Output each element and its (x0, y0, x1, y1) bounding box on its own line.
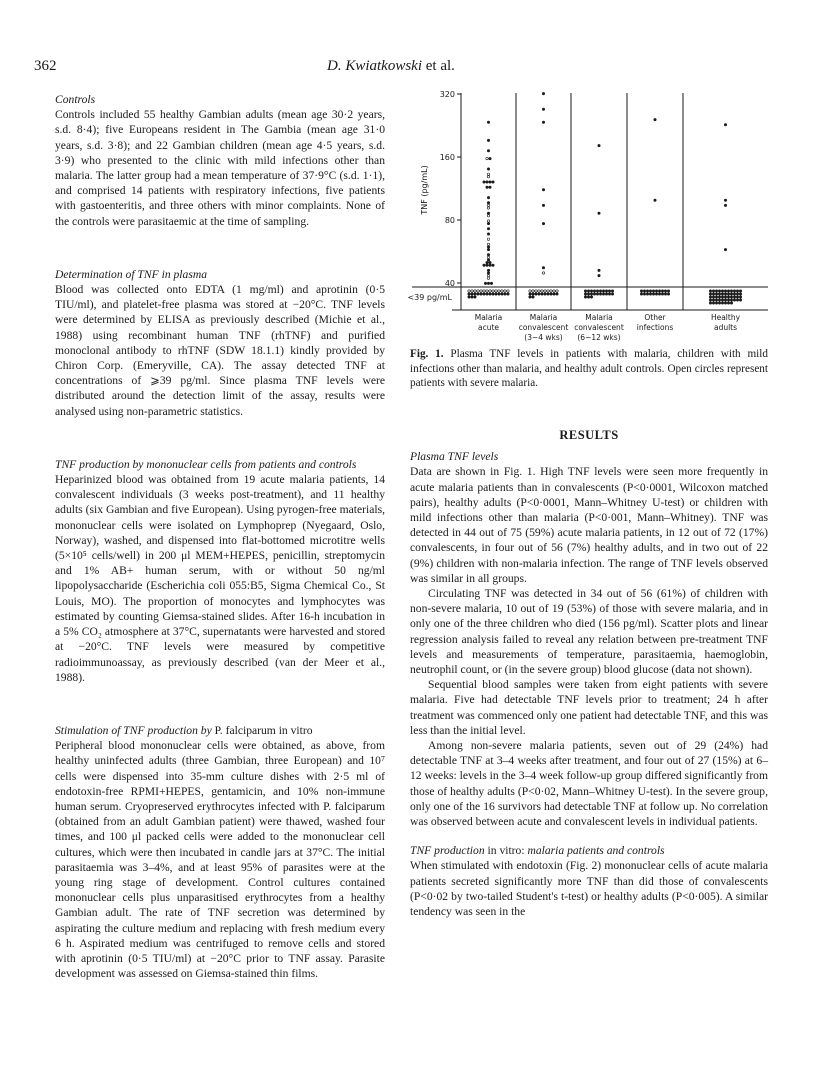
below-threshold-point (553, 293, 555, 295)
filled-data-point (492, 264, 494, 266)
below-threshold-point (667, 293, 669, 295)
below-threshold-point (739, 290, 741, 292)
below-threshold-point (724, 299, 726, 301)
figure-1-caption (410, 347, 768, 391)
below-threshold-point (709, 302, 711, 304)
below-threshold-point (658, 290, 660, 292)
filled-data-point (487, 246, 489, 248)
paragraph-plasma-1: Data are shown in Fig. 1. High TNF levels were seen more frequently in acute malaria patients than in convalescents (P<0·0001, Wilcoxon matched pairs), healthy adults (P<0·0001, Mann–Whitney U-test) or children with mild infections other than malaria (P<0·001, Mann–Whitney). TNF was detected in 44 out of 75 (59%) acute malaria patients, in 12 out of 72 (17%) convalescents, in four out of 56 (7%) healthy adults, and in two out of 22 (9%) children with non-malaria infection. The range of TNF levels observed was similar in all groups. (410, 465, 768, 585)
paragraph-stimulation: Peripheral blood mononuclear cells were obtained, as above, from healthy uninfected adults (three Gambian, three European) and 10⁷ cells were dispensed into 35-mm culture dishes with 2·5 ml of endotoxin-free RPMI+HEPES, gentamicin, and 10% non-immune human serum. Cryopreserved erythrocytes infected with P. falciparum (obtained from an adult Gambian patient) were thawed, washed four times, and 100 μl packed cells were added to the mononuclear cell cultures, which were then incubated in candle jars at 37°C. The initial parasitaemia was 3–4%, and at least 95% of parasites were at the young ring stage of development. Control cultures contained mononuclear cells plus unparasitised erythrocytes from a healthy Gambian adult. The rate of TNF secretion was determined by aspirating the culture medium and replacing with fresh medium every 6 h. Aspirated medium was centrifuged to remove cells and stored with aprotinin (0·5 TIU/ml) at −20°C prior to TNF assay. Parasite development was assessed on Giemsa-stained thin films. (55, 739, 385, 981)
paragraph-plasma-2: Circulating TNF was detected in 34 out of 56 (61%) of children with non-severe malaria, 10 out of 19 (53%) of those with severe malaria, and in only one of the three children who died (156 pg/ml). Scatter plots and linear regression analysis failed to reveal any relation between pre-treatment TNF levels and measurements of temperature, parasitaemia, haemoglobin, neutrophil count, or (in the severe group) blood glucose (data not shown). (410, 587, 768, 677)
filled-data-point (487, 228, 489, 230)
category-label: convalescent (518, 323, 569, 332)
open-data-point (487, 173, 489, 175)
section-heading-stimulation (55, 723, 385, 738)
filled-data-point (492, 181, 494, 183)
filled-data-point (487, 202, 489, 204)
below-threshold-point (652, 290, 654, 292)
below-threshold-point (547, 293, 549, 295)
below-threshold-point (471, 293, 473, 295)
below-threshold-point (483, 293, 485, 295)
below-threshold-point (587, 293, 589, 295)
open-data-point (487, 274, 489, 276)
below-threshold-point (550, 293, 552, 295)
filled-data-point (487, 282, 489, 284)
filled-data-point (487, 168, 489, 170)
below-threshold-point (498, 293, 500, 295)
below-threshold-point (507, 290, 509, 292)
y-tick-label: 80 (444, 216, 455, 225)
caption-label: Fig. 1. (410, 348, 444, 360)
filled-data-point (487, 259, 489, 261)
below-threshold-point (661, 293, 663, 295)
below-threshold-point (709, 290, 711, 292)
below-threshold-point (535, 290, 537, 292)
filled-data-point (724, 248, 726, 250)
below-threshold-point (507, 293, 509, 295)
below-threshold-point (721, 293, 723, 295)
below-threshold-point (498, 290, 500, 292)
below-threshold-point (501, 290, 503, 292)
below-threshold-point (584, 290, 586, 292)
filled-data-point (483, 264, 485, 266)
below-threshold-point (715, 302, 717, 304)
running-header-authors (327, 58, 455, 75)
open-data-point (487, 220, 489, 222)
below-threshold-point (468, 296, 470, 298)
below-threshold-point (504, 293, 506, 295)
filled-data-point (598, 144, 600, 146)
category-label: convalescent (574, 323, 624, 332)
below-threshold-point (739, 299, 741, 301)
filled-data-point (487, 121, 489, 123)
below-threshold-point (655, 293, 657, 295)
below-threshold-point (541, 293, 543, 295)
below-threshold-point (468, 293, 470, 295)
below-threshold-point (712, 290, 714, 292)
filled-data-point (487, 196, 489, 198)
filled-data-point (486, 264, 488, 266)
below-threshold-point (477, 290, 479, 292)
below-threshold-point (483, 290, 485, 292)
filled-data-point (487, 254, 489, 256)
below-threshold-point (596, 290, 598, 292)
below-threshold-point (721, 290, 723, 292)
filled-data-point (487, 222, 489, 224)
open-data-point (486, 157, 488, 159)
below-threshold-point (541, 290, 543, 292)
below-threshold-point (727, 302, 729, 304)
open-data-point (487, 204, 489, 206)
below-threshold-point (724, 290, 726, 292)
heading-italic-part: TNF production (410, 844, 485, 858)
below-threshold-point (640, 290, 642, 292)
below-threshold-point (718, 299, 720, 301)
below-threshold-point (715, 290, 717, 292)
below-threshold-point (480, 293, 482, 295)
below-threshold-point (489, 293, 491, 295)
below-threshold-point (596, 293, 598, 295)
below-threshold-point (730, 290, 732, 292)
below-threshold-point (733, 296, 735, 298)
below-threshold-point (733, 293, 735, 295)
paragraph-determination: Blood was collected onto EDTA (1 mg/ml) and aprotinin (0·5 TIU/ml), and platelet-free plasma was stored at −20°C. TNF levels were determined by ELISA as previously described (Michie et al., 1988) using recombinant human TNF (rhTNF) and purified monoclonal antibody to rhTNF (SDW 18.1.1) kindly provided by Chiron Corp. (Emeryville, CA). The assay detected TNF at concentrations of ⩾39 pg/ml. Since plasma TNF levels were distributed around the detection limit of the assay, results were analysed using non-parametric statistics. (55, 283, 385, 418)
below-threshold-point (489, 290, 491, 292)
below-threshold-point (599, 290, 601, 292)
below-threshold-point (605, 290, 607, 292)
below-threshold-point (727, 299, 729, 301)
below-threshold-point (584, 296, 586, 298)
category-label: Other (644, 313, 666, 322)
open-data-point (487, 207, 489, 209)
category-label: Malaria (474, 313, 503, 322)
below-threshold-point (590, 290, 592, 292)
category-label: Healthy (710, 313, 741, 322)
filled-data-point (490, 282, 492, 284)
heading-roman-part: P. (214, 723, 223, 737)
below-threshold-point (611, 290, 613, 292)
filled-data-point (489, 181, 491, 183)
below-threshold-point (712, 302, 714, 304)
below-threshold-point (544, 290, 546, 292)
below-threshold-point (721, 299, 723, 301)
section-heading-plasma: Plasma TNF levels (410, 450, 499, 464)
author-name: D. Kwiatkowski (327, 58, 423, 74)
below-threshold-point (730, 296, 732, 298)
filled-data-point (654, 199, 656, 201)
below-threshold-point (544, 293, 546, 295)
filled-data-point (489, 264, 491, 266)
filled-data-point (487, 212, 489, 214)
left-column (55, 92, 385, 981)
below-threshold-point (535, 293, 537, 295)
below-threshold-point (712, 299, 714, 301)
below-threshold-point (474, 293, 476, 295)
paragraph-controls: Controls included 55 healthy Gambian adults (mean age 30·2 years, s.d. 8·4); five Europeans resident in The Gambia (mean age 31·0 years, s.d. 3·8); and 22 Gambian children (mean age 4·5 years, s.d. 3·9) who presented to the clinic with mild infections other than malaria. The latter group had a mean temperature of 37·9°C (s.d. 1·1), and comprised 14 patients with respiratory infections, five patients with gastoenteritis, and three others with minor complaints. None of the controls were parasitaemic at the time of sampling. (55, 108, 385, 228)
below-threshold-point (736, 296, 738, 298)
below-threshold-point (605, 293, 607, 295)
category-label: (6−12 wks) (577, 333, 621, 342)
y-tick-label: 160 (439, 153, 455, 162)
below-threshold-point (492, 290, 494, 292)
below-threshold-point (736, 290, 738, 292)
filled-data-point (542, 267, 544, 269)
filled-data-point (542, 189, 544, 191)
below-threshold-point (587, 290, 589, 292)
filled-data-point (598, 212, 600, 214)
filled-data-point (487, 139, 489, 141)
below-threshold-point (718, 302, 720, 304)
below-threshold-point (661, 290, 663, 292)
heading-italic-part: Stimulation of TNF production by (55, 723, 215, 737)
filled-data-point (489, 186, 491, 188)
filled-data-point (542, 222, 544, 224)
filled-data-point (598, 274, 600, 276)
below-threshold-point (474, 290, 476, 292)
below-threshold-point (649, 293, 651, 295)
open-data-point (487, 176, 489, 178)
below-threshold-point (643, 293, 645, 295)
filled-data-point (489, 261, 491, 263)
filled-data-point (654, 118, 656, 120)
below-threshold-point (608, 290, 610, 292)
filled-data-point (724, 124, 726, 126)
below-threshold-point (730, 293, 732, 295)
category-label: acute (477, 323, 500, 332)
below-threshold-point (709, 293, 711, 295)
section-heading-determination: Determination of TNF in plasma (55, 267, 208, 281)
below-threshold-point (649, 290, 651, 292)
below-threshold-point (584, 293, 586, 295)
below-threshold-point (727, 293, 729, 295)
category-label: infections (636, 323, 674, 332)
below-threshold-point (477, 293, 479, 295)
heading-roman-part-2: falciparum in vitro (222, 723, 313, 737)
below-threshold-point (538, 293, 540, 295)
below-threshold-point (495, 290, 497, 292)
below-threshold-point (730, 302, 732, 304)
below-threshold-point (590, 293, 592, 295)
below-threshold-point (658, 293, 660, 295)
below-threshold-point (471, 290, 473, 292)
below-threshold-point (709, 296, 711, 298)
filled-data-point (483, 181, 485, 183)
below-threshold-point (532, 293, 534, 295)
below-threshold-point (718, 290, 720, 292)
below-threshold-point (480, 290, 482, 292)
author-etal: et al. (422, 58, 455, 74)
section-heading-invitro (410, 843, 768, 858)
below-threshold-point (721, 302, 723, 304)
right-column (410, 428, 768, 919)
open-data-point (487, 277, 489, 279)
below-threshold-point (474, 296, 476, 298)
below-threshold-point (736, 293, 738, 295)
below-threshold-point (602, 293, 604, 295)
open-data-point (487, 215, 489, 217)
below-threshold-point (715, 296, 717, 298)
below-threshold-point (724, 302, 726, 304)
below-threshold-point (640, 293, 642, 295)
below-threshold-point (733, 290, 735, 292)
below-threshold-point (664, 290, 666, 292)
below-threshold-label: <39 pg/mL (407, 293, 452, 302)
filled-data-point (487, 150, 489, 152)
below-threshold-point (715, 299, 717, 301)
below-threshold-point (646, 290, 648, 292)
below-threshold-point (602, 290, 604, 292)
tnf-scatter-plot (400, 82, 780, 344)
paragraph-invitro: When stimulated with endotoxin (Fig. 2) mononuclear cells of acute malaria patients secreted significantly more TNF than did those of convalescents (P<0·02 by two-tailed Student's t-test) or healthy adults (P<0·005). A similar tendency was seen in the (410, 859, 768, 919)
below-threshold-point (727, 290, 729, 292)
below-threshold-point (504, 290, 506, 292)
section-heading-controls: Controls (55, 93, 96, 106)
below-threshold-point (471, 296, 473, 298)
below-threshold-point (715, 293, 717, 295)
category-label: Malaria (585, 313, 613, 322)
below-threshold-point (709, 299, 711, 301)
category-label: (3−4 wks) (524, 333, 563, 342)
heading-italic-part-2: malaria patients and controls (527, 844, 665, 858)
below-threshold-point (529, 293, 531, 295)
open-data-point (487, 256, 489, 258)
filled-data-point (542, 108, 544, 110)
below-threshold-point (486, 293, 488, 295)
open-data-point (487, 238, 489, 240)
below-threshold-point (599, 293, 601, 295)
filled-data-point (487, 269, 489, 271)
below-threshold-point (468, 290, 470, 292)
below-threshold-point (495, 293, 497, 295)
filled-data-point (486, 186, 488, 188)
filled-data-point (484, 282, 486, 284)
below-threshold-point (718, 293, 720, 295)
below-threshold-point (724, 293, 726, 295)
below-threshold-point (611, 293, 613, 295)
below-threshold-point (529, 296, 531, 298)
below-threshold-point (593, 293, 595, 295)
below-threshold-point (646, 293, 648, 295)
below-threshold-point (736, 299, 738, 301)
below-threshold-point (712, 296, 714, 298)
below-threshold-point (727, 296, 729, 298)
filled-data-point (542, 92, 544, 94)
below-threshold-point (590, 296, 592, 298)
below-threshold-point (655, 290, 657, 292)
below-threshold-point (739, 296, 741, 298)
filled-data-point (487, 248, 489, 250)
below-threshold-point (532, 296, 534, 298)
filled-data-point (542, 204, 544, 206)
results-heading: RESULTS (559, 428, 619, 442)
filled-data-point (489, 157, 491, 159)
below-threshold-point (643, 290, 645, 292)
below-threshold-point (667, 290, 669, 292)
below-threshold-point (608, 293, 610, 295)
below-threshold-point (553, 290, 555, 292)
filled-data-point (724, 204, 726, 206)
below-threshold-point (733, 299, 735, 301)
y-axis-label: TNF (pg/mL) (420, 165, 429, 215)
below-threshold-point (730, 299, 732, 301)
filled-data-point (542, 121, 544, 123)
category-label: Malaria (529, 313, 558, 322)
below-threshold-point (721, 296, 723, 298)
below-threshold-point (492, 293, 494, 295)
heading-roman-part: in vitro: (484, 844, 528, 858)
below-threshold-point (587, 296, 589, 298)
below-threshold-point (724, 296, 726, 298)
below-threshold-point (501, 293, 503, 295)
filled-data-point (487, 233, 489, 235)
below-threshold-point (529, 290, 531, 292)
filled-data-point (487, 272, 489, 274)
open-data-point (542, 272, 544, 274)
below-threshold-point (547, 290, 549, 292)
filled-data-point (486, 181, 488, 183)
below-threshold-point (664, 293, 666, 295)
below-threshold-point (556, 290, 558, 292)
figure-1-chart (400, 82, 780, 344)
paragraph-mononuclear: Heparinized blood was obtained from 19 acute malaria patients, 14 convalescent individuals (3 weeks post-treatment), and 11 healthy adults (six Gambian and five European). Using pyrogen-free materials, mononuclear cells were isolated on Lymphoprep (Nyegaard, Oslo, Norway), washed, and dispensed into flat-bottomed microtitre wells (5×10⁵ cells/well) in 200 μl MEM+HEPES, penicillin, streptomycin and 1% AB+ human serum, with or without 50 ng/ml lipopolysaccharide (Escherichia coli 055:B5, Sigma Chemical Co., St Louis, MO). The proportion of monocytes and lymphocytes was estimated by counting Giemsa-stained slides. After 16-h incubation in a 5% CO₂ atmosphere at 37°C, supernatants were harvested and stored at −20°C. TNF levels were measured by competitive radioimmunoassay, as previously described (van der Meer et al., 1988). (55, 473, 385, 684)
y-tick-label: 40 (444, 279, 455, 288)
paragraph-plasma-4: Among non-severe malaria patients, seven out of 29 (24%) had detectable TNF at 3–4 weeks after treatment, and four out of 27 (15%) at 6–12 weeks: levels in the 3–4 week follow-up group differed significantly from those of healthy adults (P<0·02, Mann–Whitney U-test). In the severe group, only one of the 16 survivors had detectable TNF at follow up. No correlation was observed between acute and convalescent levels in individual patients. (410, 739, 768, 829)
below-threshold-point (593, 290, 595, 292)
page-number: 362 (34, 58, 57, 74)
below-threshold-point (486, 290, 488, 292)
below-threshold-point (538, 290, 540, 292)
below-threshold-point (556, 293, 558, 295)
below-threshold-point (712, 293, 714, 295)
caption-text: Plasma TNF levels in patients with malaria, children with mild infections other than malaria, and healthy adult controls. Open circles represent patients with severe malaria. (410, 348, 768, 390)
category-label: adults (713, 323, 738, 332)
y-tick-label: 320 (439, 90, 455, 99)
filled-data-point (598, 269, 600, 271)
filled-data-point (724, 199, 726, 201)
below-threshold-point (718, 296, 720, 298)
section-heading-mononuclear: TNF production by mononuclear cells from patients and controls (55, 457, 357, 471)
open-data-point (487, 243, 489, 245)
paragraph-plasma-3: Sequential blood samples were taken from eight patients with severe malaria. Five had detectable TNF levels prior to treatment; 24 h after treatment was commenced only one patient had detectable TNF, and this was less than the initial level. (410, 678, 768, 737)
below-threshold-point (532, 290, 534, 292)
below-threshold-point (652, 293, 654, 295)
below-threshold-point (550, 290, 552, 292)
filled-data-point (486, 261, 488, 263)
below-threshold-point (739, 293, 741, 295)
